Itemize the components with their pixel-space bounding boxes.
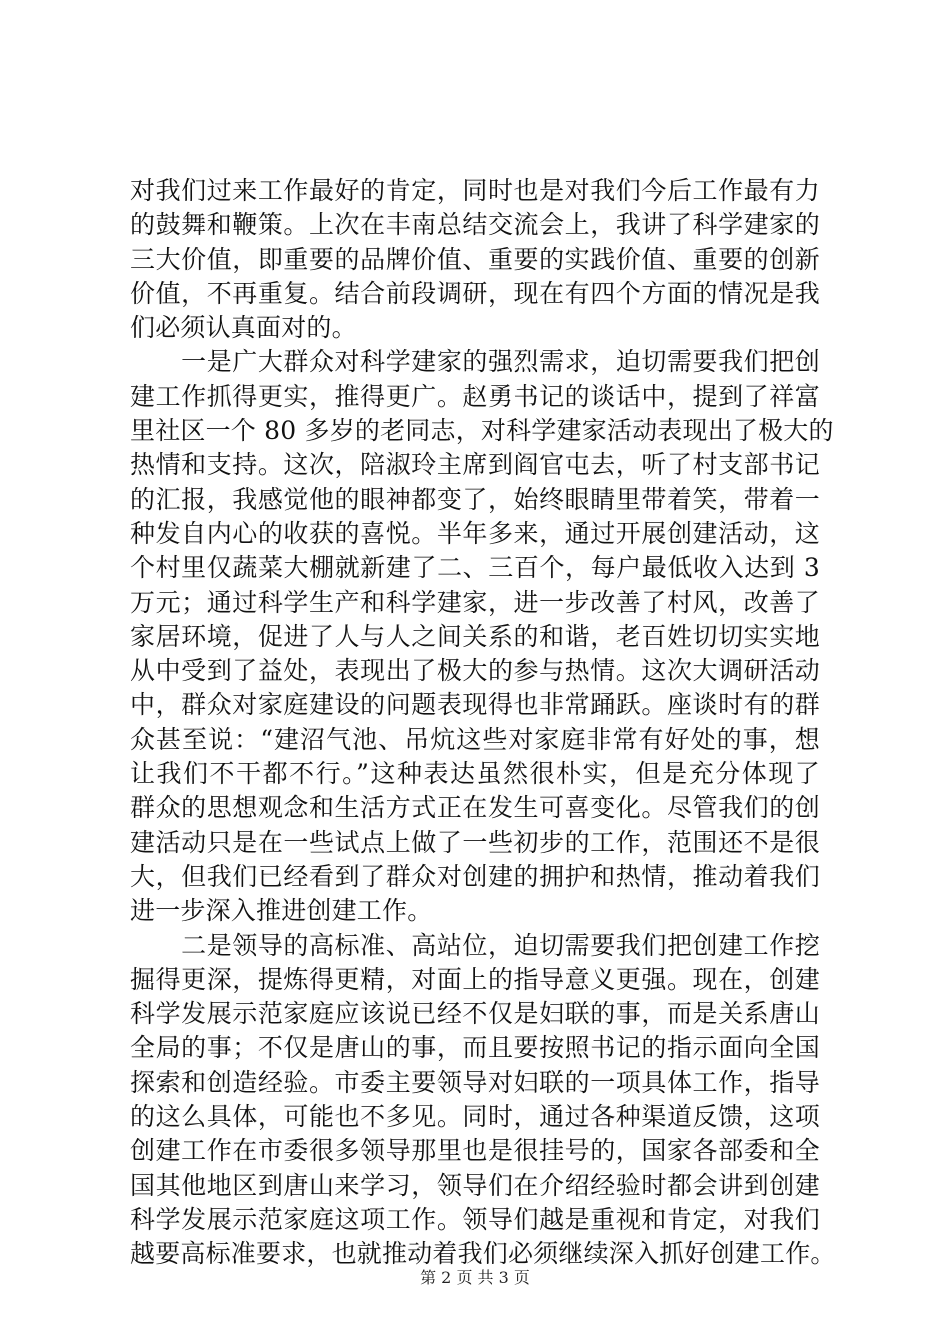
text-line: 价值，不再重复。结合前段调研，现在有四个方面的情况是我 <box>130 278 820 308</box>
text-line: 越要高标准要求，也就推动着我们必须继续深入抓好创建工作。 <box>130 1239 836 1269</box>
text-line: 大，但我们已经看到了群众对创建的拥护和热情，推动着我们 <box>130 861 820 891</box>
text-line: 二是领导的高标准、高站位，迫切需要我们把创建工作挖 <box>130 930 820 960</box>
text-line: 群众的思想观念和生活方式正在发生可喜变化。尽管我们的创 <box>130 793 820 823</box>
text-line: 从中受到了益处，表现出了极大的参与热情。这次大调研活动 <box>130 656 820 686</box>
text-line: 全局的事；不仅是唐山的事，而且要按照书记的指示面向全国 <box>130 1033 820 1063</box>
text-line: 个村里仅蔬菜大棚就新建了二、三百个，每户最低收入达到 3 <box>130 553 820 583</box>
text-line: 让我们不干都不行。”这种表达虽然很朴实，但是充分体现了 <box>130 759 820 789</box>
text-line: 中，群众对家庭建设的问题表现得也非常踊跃。座谈时有的群 <box>130 690 820 720</box>
text-line: 科学发展示范家庭应该说已经不仅是妇联的事，而是关系唐山 <box>130 999 820 1029</box>
text-line: 探索和创造经验。市委主要领导对妇联的一项具体工作，指导 <box>130 1067 820 1097</box>
text-line: 进一步深入推进创建工作。 <box>130 896 433 926</box>
text-line: 的鼓舞和鞭策。上次在丰南总结交流会上，我讲了科学建家的 <box>130 210 820 240</box>
text-line: 对我们过来工作最好的肯定，同时也是对我们今后工作最有力 <box>130 176 820 205</box>
text-line: 掘得更深，提炼得更精，对面上的指导意义更强。现在，创建 <box>130 964 820 994</box>
text-line: 里社区一个 80 多岁的老同志，对科学建家活动表现出了极大的 <box>130 416 834 446</box>
text-line: 众甚至说：“建沼气池、吊炕这些对家庭非常有好处的事，想 <box>130 724 820 754</box>
text-line: 建工作抓得更实，推得更广。赵勇书记的谈话中，提到了祥富 <box>130 381 820 411</box>
text-line: 种发自内心的收获的喜悦。半年多来，通过开展创建活动，这 <box>130 518 820 548</box>
text-line: 国其他地区到唐山来学习，领导们在介绍经验时都会讲到创建 <box>130 1170 820 1200</box>
text-line: 三大价值，即重要的品牌价值、重要的实践价值、重要的创新 <box>130 244 820 274</box>
text-line: 家居环境，促进了人与人之间关系的和谐，老百姓切切实实地 <box>130 621 820 651</box>
text-line: 建活动只是在一些试点上做了一些初步的工作，范围还不是很 <box>130 827 820 857</box>
text-line: 的这么具体，可能也不多见。同时，通过各种渠道反馈，这项 <box>130 1102 820 1132</box>
text-line: 创建工作在市委很多领导那里也是很挂号的，国家各部委和全 <box>130 1136 820 1166</box>
text-line: 万元；通过科学生产和科学建家，进一步改善了村风，改善了 <box>130 587 820 617</box>
text-line: 一是广大群众对科学建家的强烈需求，迫切需要我们把创 <box>130 347 820 377</box>
text-line: 科学发展示范家庭这项工作。领导们越是重视和肯定，对我们 <box>130 1204 820 1234</box>
text-line: 热情和支持。这次，陪淑玲主席到阎官屯去，听了村支部书记 <box>130 450 820 480</box>
text-line: 们必须认真面对的。 <box>130 313 357 343</box>
text-line: 的汇报，我感觉他的眼神都变了，始终眼睛里带着笑，带着一 <box>130 484 820 514</box>
document-body <box>130 174 836 1272</box>
page-footer: 第 2 页 共 3 页 <box>420 1268 530 1287</box>
